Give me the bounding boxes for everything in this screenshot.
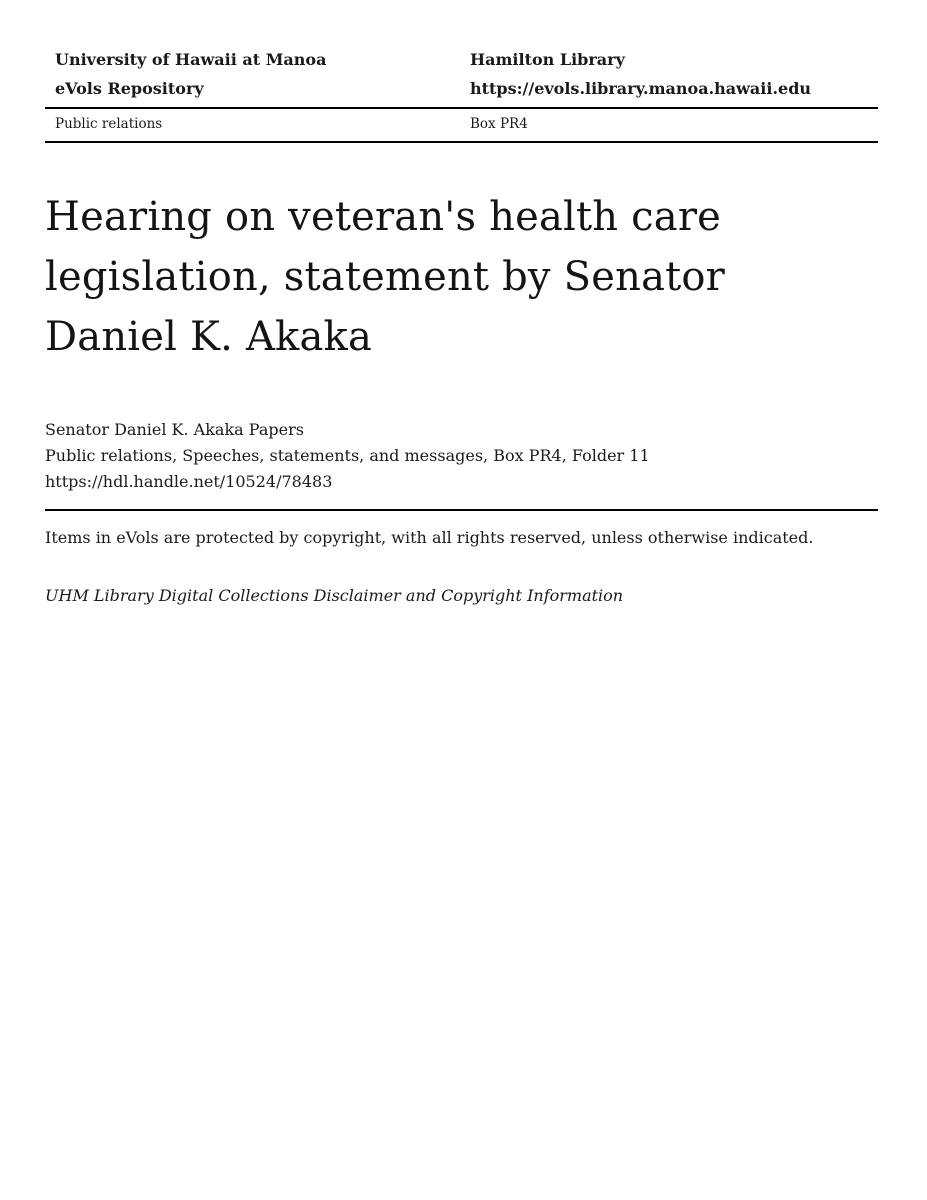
series-location: Public relations, Speeches, statements, and messages, Box PR4, Folder 11	[45, 446, 650, 465]
letterhead	[45, 45, 878, 143]
title-line: Daniel K. Akaka	[45, 314, 373, 360]
document-title	[45, 187, 878, 367]
box-label: Box PR4	[470, 116, 528, 132]
collection-category: Public relations	[55, 116, 163, 132]
letterhead-subrow	[45, 109, 878, 143]
title-line: Hearing on veteran's health care	[45, 194, 722, 240]
letterhead-right	[470, 45, 878, 103]
title-line: legislation, statement by Senator	[45, 254, 725, 300]
collection-name: Senator Daniel K. Akaka Papers	[45, 420, 304, 439]
copyright-notice: Items in eVols are protected by copyright, with all rights reserved, unless otherwise indicated.	[45, 528, 814, 547]
disclaimer-link[interactable]: UHM Library Digital Collections Disclaimer and Copyright Information	[45, 586, 624, 605]
item-metadata	[45, 417, 878, 495]
library-name: Hamilton Library	[470, 50, 625, 69]
repository-url[interactable]: https://evols.library.manoa.hawaii.edu	[470, 79, 812, 98]
handle-url[interactable]: https://hdl.handle.net/10524/78483	[45, 472, 333, 491]
letterhead-left	[45, 45, 470, 103]
repository-name: eVols Repository	[55, 79, 204, 98]
footer-divider	[45, 509, 878, 511]
letterhead-row	[45, 45, 878, 109]
institution-name: University of Hawaii at Manoa	[55, 50, 327, 69]
